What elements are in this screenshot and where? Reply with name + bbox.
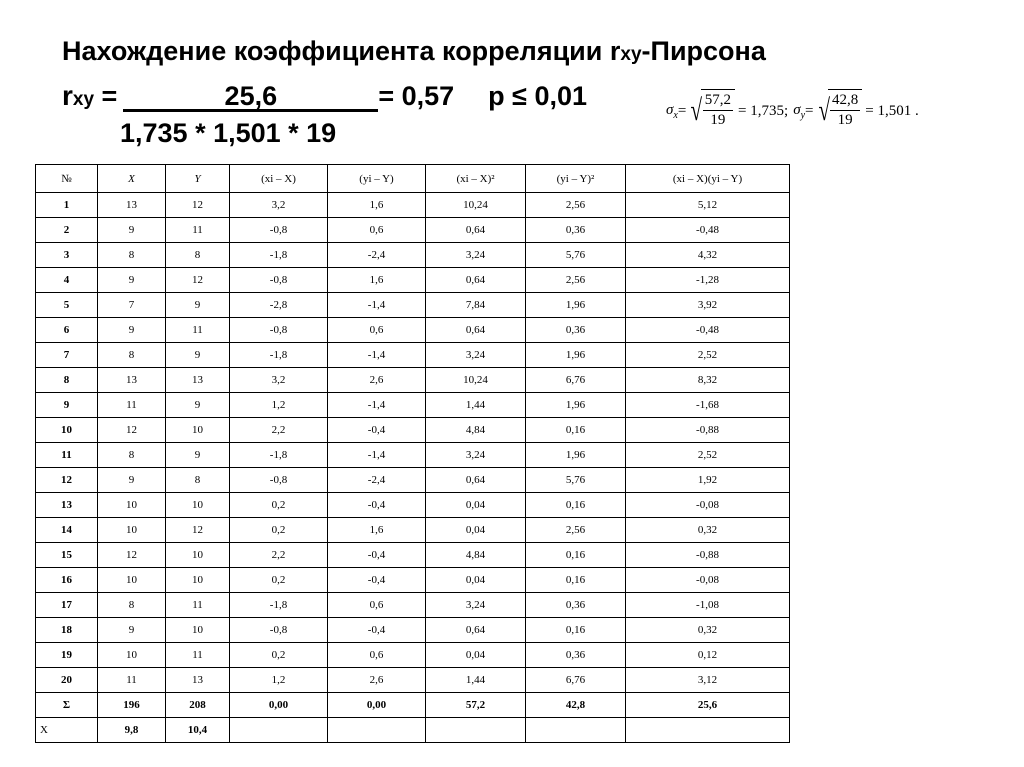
slide-title [62, 36, 766, 67]
table-cell: 10 [166, 418, 230, 443]
sum-cell: 42,8 [526, 693, 626, 718]
table-cell: 1,92 [626, 468, 790, 493]
table-row [36, 193, 790, 218]
table-cell: -0,8 [230, 468, 328, 493]
header-cell: X [98, 165, 166, 193]
table-cell: 9 [166, 443, 230, 468]
table-cell: 0,6 [328, 593, 426, 618]
table-cell: 8,32 [626, 368, 790, 393]
table-cell: 3,24 [426, 243, 526, 268]
header-cell: (yi – Y) [328, 165, 426, 193]
table-cell: -2,4 [328, 468, 426, 493]
sigma-x-equals: = [677, 102, 687, 119]
table-cell: 1,96 [526, 393, 626, 418]
formula-equals: = [94, 81, 118, 111]
table-cell: 0,32 [626, 618, 790, 643]
table-cell: 2,56 [526, 518, 626, 543]
row-number-cell: 11 [36, 443, 98, 468]
table-cell: 2,6 [328, 368, 426, 393]
row-number-cell: 2 [36, 218, 98, 243]
table-cell: -0,8 [230, 618, 328, 643]
table-cell: 10 [98, 568, 166, 593]
table-cell: 5,76 [526, 468, 626, 493]
mean-cell [230, 718, 328, 743]
row-number-cell: 9 [36, 393, 98, 418]
table-cell: 9 [166, 393, 230, 418]
sigma-x-denominator: 19 [710, 112, 726, 128]
row-number-cell: 12 [36, 468, 98, 493]
mean-cell: X [36, 718, 98, 743]
table-cell: 0,04 [426, 518, 526, 543]
row-number-cell: 3 [36, 243, 98, 268]
table-cell: 10 [98, 493, 166, 518]
table-cell: -0,4 [328, 543, 426, 568]
table-cell: 12 [166, 268, 230, 293]
table-cell: -0,08 [626, 493, 790, 518]
table-cell: -1,28 [626, 268, 790, 293]
table-cell: 4,84 [426, 418, 526, 443]
sum-row [36, 693, 790, 718]
formula-result: = 0,57 [378, 81, 455, 111]
table-cell: 11 [98, 393, 166, 418]
table-cell: 2,56 [526, 268, 626, 293]
table-cell: 0,6 [328, 643, 426, 668]
table-cell: 13 [98, 368, 166, 393]
table-cell: 7 [98, 293, 166, 318]
table-cell: 8 [98, 443, 166, 468]
table-cell: -0,88 [626, 418, 790, 443]
table-cell: -1,4 [328, 443, 426, 468]
table-cell: 2,6 [328, 668, 426, 693]
table-cell: 12 [98, 543, 166, 568]
table-cell: 9 [98, 468, 166, 493]
table-cell: 2,56 [526, 193, 626, 218]
table-cell: -0,4 [328, 493, 426, 518]
table-cell: 0,2 [230, 493, 328, 518]
title-text: Нахождение коэффициента корреляции r [62, 36, 621, 66]
table-cell: 10,24 [426, 193, 526, 218]
table-cell: -1,4 [328, 293, 426, 318]
table-cell: 0,64 [426, 218, 526, 243]
table-cell: 12 [166, 518, 230, 543]
table-cell: 0,04 [426, 493, 526, 518]
row-number-cell: 14 [36, 518, 98, 543]
table-cell: 2,52 [626, 443, 790, 468]
table-cell: 3,24 [426, 443, 526, 468]
table-cell: 3,24 [426, 593, 526, 618]
table-cell: 5,76 [526, 243, 626, 268]
table-cell: 8 [98, 243, 166, 268]
formula-numerator: 25,6 [123, 83, 378, 112]
table-cell: 1,2 [230, 393, 328, 418]
table-row [36, 418, 790, 443]
table-cell: 8 [166, 468, 230, 493]
table-row [36, 618, 790, 643]
table-cell: -1,4 [328, 343, 426, 368]
sum-cell: 196 [98, 693, 166, 718]
table-cell: 11 [166, 218, 230, 243]
sigma-y-subscript: y [800, 109, 806, 121]
row-number-cell: 19 [36, 643, 98, 668]
row-number-cell: 13 [36, 493, 98, 518]
table-cell: 1,6 [328, 268, 426, 293]
table-cell: 9 [98, 318, 166, 343]
table-cell: -0,88 [626, 543, 790, 568]
sum-cell: 57,2 [426, 693, 526, 718]
table-cell: 1,6 [328, 518, 426, 543]
table-cell: -1,68 [626, 393, 790, 418]
table-cell: 0,36 [526, 318, 626, 343]
table-row [36, 318, 790, 343]
sum-cell: 0,00 [328, 693, 426, 718]
title-suffix: -Пирсона [641, 36, 766, 66]
sigma-x-result: = 1,735; [738, 102, 789, 119]
table-row [36, 518, 790, 543]
row-number-cell: 20 [36, 668, 98, 693]
table-cell: 11 [166, 593, 230, 618]
table-row [36, 443, 790, 468]
table-cell: -0,4 [328, 618, 426, 643]
row-number-cell: 18 [36, 618, 98, 643]
table-cell: 0,64 [426, 468, 526, 493]
mean-cell [328, 718, 426, 743]
sigma-x-label [666, 102, 678, 121]
table-cell: 3,24 [426, 343, 526, 368]
table-cell: -2,4 [328, 243, 426, 268]
table-cell: 11 [166, 643, 230, 668]
table-cell: 8 [166, 243, 230, 268]
table-cell: -0,08 [626, 568, 790, 593]
table-cell: 0,04 [426, 568, 526, 593]
row-number-cell: 16 [36, 568, 98, 593]
table-cell: 2,2 [230, 418, 328, 443]
mean-cell: 9,8 [98, 718, 166, 743]
mean-cell [626, 718, 790, 743]
table-cell: 11 [98, 668, 166, 693]
table-cell: 0,04 [426, 643, 526, 668]
header-cell: (xi – X)(yi – Y) [626, 165, 790, 193]
mean-row [36, 718, 790, 743]
correlation-table [35, 164, 790, 743]
table-row [36, 468, 790, 493]
table-cell: 0,64 [426, 318, 526, 343]
formula-pvalue: p ≤ 0,01 [488, 81, 588, 111]
table-row [36, 668, 790, 693]
table-cell: 0,64 [426, 268, 526, 293]
row-number-cell: 8 [36, 368, 98, 393]
table-cell: 0,16 [526, 493, 626, 518]
table-cell: 4,84 [426, 543, 526, 568]
table-cell: 12 [166, 193, 230, 218]
table-cell: 9 [98, 618, 166, 643]
table-cell: 0,16 [526, 568, 626, 593]
sigma-y-label [793, 102, 805, 121]
table-cell: -1,8 [230, 593, 328, 618]
header-cell: (xi – X) [230, 165, 328, 193]
row-number-cell: 1 [36, 193, 98, 218]
formula-denominator: 1,735 * 1,501 * 19 [120, 118, 337, 148]
table-cell: 2,52 [626, 343, 790, 368]
table-row [36, 568, 790, 593]
table-row [36, 293, 790, 318]
sum-cell: 0,00 [230, 693, 328, 718]
sigma-y-sqrt [816, 85, 863, 137]
title-subscript: xy [620, 44, 642, 65]
sum-cell: 208 [166, 693, 230, 718]
formula-subscript: xy [72, 89, 95, 110]
table-row [36, 268, 790, 293]
table-cell: 0,2 [230, 518, 328, 543]
table-cell: 6,76 [526, 668, 626, 693]
table-cell: 10 [98, 643, 166, 668]
header-cell: Y [166, 165, 230, 193]
table-cell: 13 [166, 668, 230, 693]
table-cell: 1,2 [230, 668, 328, 693]
table-cell: 11 [166, 318, 230, 343]
table-cell: 13 [166, 368, 230, 393]
table-cell: 3,2 [230, 368, 328, 393]
sigma-y-result: = 1,501 . [865, 102, 919, 119]
table-cell: 0,64 [426, 618, 526, 643]
table-cell: -1,4 [328, 393, 426, 418]
sigma-x-symbol: σ [666, 101, 674, 118]
table-cell: 1,96 [526, 343, 626, 368]
table-cell: -1,08 [626, 593, 790, 618]
table-cell: 0,36 [526, 218, 626, 243]
table-row [36, 593, 790, 618]
table-cell: 10 [98, 518, 166, 543]
sigma-y-denominator: 19 [837, 112, 853, 128]
table-cell: -0,8 [230, 218, 328, 243]
row-number-cell: 17 [36, 593, 98, 618]
table-header-row [36, 165, 790, 193]
table-cell: 9 [98, 268, 166, 293]
table-cell: -0,4 [328, 568, 426, 593]
table-cell: -1,8 [230, 243, 328, 268]
table-cell: 1,96 [526, 443, 626, 468]
table-row [36, 243, 790, 268]
table-cell: 0,36 [526, 593, 626, 618]
table-cell: 12 [98, 418, 166, 443]
sigma-y-equals: = [805, 102, 814, 119]
table-cell: 3,92 [626, 293, 790, 318]
table-cell: 4,32 [626, 243, 790, 268]
table-cell: 1,44 [426, 668, 526, 693]
table-cell: -0,8 [230, 318, 328, 343]
table-cell: 0,16 [526, 618, 626, 643]
table-cell: 9 [166, 343, 230, 368]
table-cell: 0,16 [526, 543, 626, 568]
table-cell: 8 [98, 343, 166, 368]
table-cell: 6,76 [526, 368, 626, 393]
table-cell: 0,2 [230, 643, 328, 668]
sqrt-radical-icon: √ [690, 94, 703, 127]
table-cell: 0,6 [328, 218, 426, 243]
table-cell: 5,12 [626, 193, 790, 218]
table-cell: 3,2 [230, 193, 328, 218]
sigma-y-fraction [828, 89, 862, 137]
table-cell: -1,8 [230, 443, 328, 468]
header-cell: (xi – X)² [426, 165, 526, 193]
table-row [36, 543, 790, 568]
table-row [36, 643, 790, 668]
sigma-formulas [666, 85, 924, 137]
table-cell: 1,6 [328, 193, 426, 218]
table-cell: 13 [98, 193, 166, 218]
sigma-x-sqrt [688, 85, 735, 137]
table-cell: -0,48 [626, 318, 790, 343]
row-number-cell: 15 [36, 543, 98, 568]
table-row [36, 218, 790, 243]
row-number-cell: 4 [36, 268, 98, 293]
row-number-cell: 6 [36, 318, 98, 343]
sum-cell: 25,6 [626, 693, 790, 718]
table-cell: 10 [166, 493, 230, 518]
table-cell: 2,2 [230, 543, 328, 568]
header-cell: (yi – Y)² [526, 165, 626, 193]
table-cell: -2,8 [230, 293, 328, 318]
table-cell: 10 [166, 568, 230, 593]
table-cell: -0,8 [230, 268, 328, 293]
sigma-y-symbol: σ [793, 101, 801, 118]
table-row [36, 368, 790, 393]
table-cell: 0,36 [526, 643, 626, 668]
table-cell: 0,6 [328, 318, 426, 343]
sum-cell: Σ [36, 693, 98, 718]
sigma-x-numerator: 57,2 [703, 90, 733, 111]
table-row [36, 493, 790, 518]
header-cell: № [36, 165, 98, 193]
sigma-x-subscript: x [673, 109, 678, 121]
table-cell: 7,84 [426, 293, 526, 318]
table-cell: 10 [166, 618, 230, 643]
table-cell: -0,4 [328, 418, 426, 443]
table-cell: 10 [166, 543, 230, 568]
table-cell: 0,12 [626, 643, 790, 668]
table-cell: 8 [98, 593, 166, 618]
table-cell: 9 [98, 218, 166, 243]
table-cell: 1,44 [426, 393, 526, 418]
table-cell: 10,24 [426, 368, 526, 393]
correlation-formula [62, 80, 587, 112]
mean-cell [526, 718, 626, 743]
table-cell: 9 [166, 293, 230, 318]
table-cell: -0,48 [626, 218, 790, 243]
table-row [36, 343, 790, 368]
sqrt-radical-icon: √ [817, 94, 830, 127]
table-cell: 0,32 [626, 518, 790, 543]
mean-cell: 10,4 [166, 718, 230, 743]
sigma-y-numerator: 42,8 [830, 90, 860, 111]
sigma-x-fraction [701, 89, 735, 137]
row-number-cell: 7 [36, 343, 98, 368]
formula-r: r [62, 80, 73, 111]
table-cell: 0,16 [526, 418, 626, 443]
row-number-cell: 5 [36, 293, 98, 318]
mean-cell [426, 718, 526, 743]
table-cell: 1,96 [526, 293, 626, 318]
table-cell: 0,2 [230, 568, 328, 593]
table-row [36, 393, 790, 418]
row-number-cell: 10 [36, 418, 98, 443]
table-cell: -1,8 [230, 343, 328, 368]
table-cell: 3,12 [626, 668, 790, 693]
